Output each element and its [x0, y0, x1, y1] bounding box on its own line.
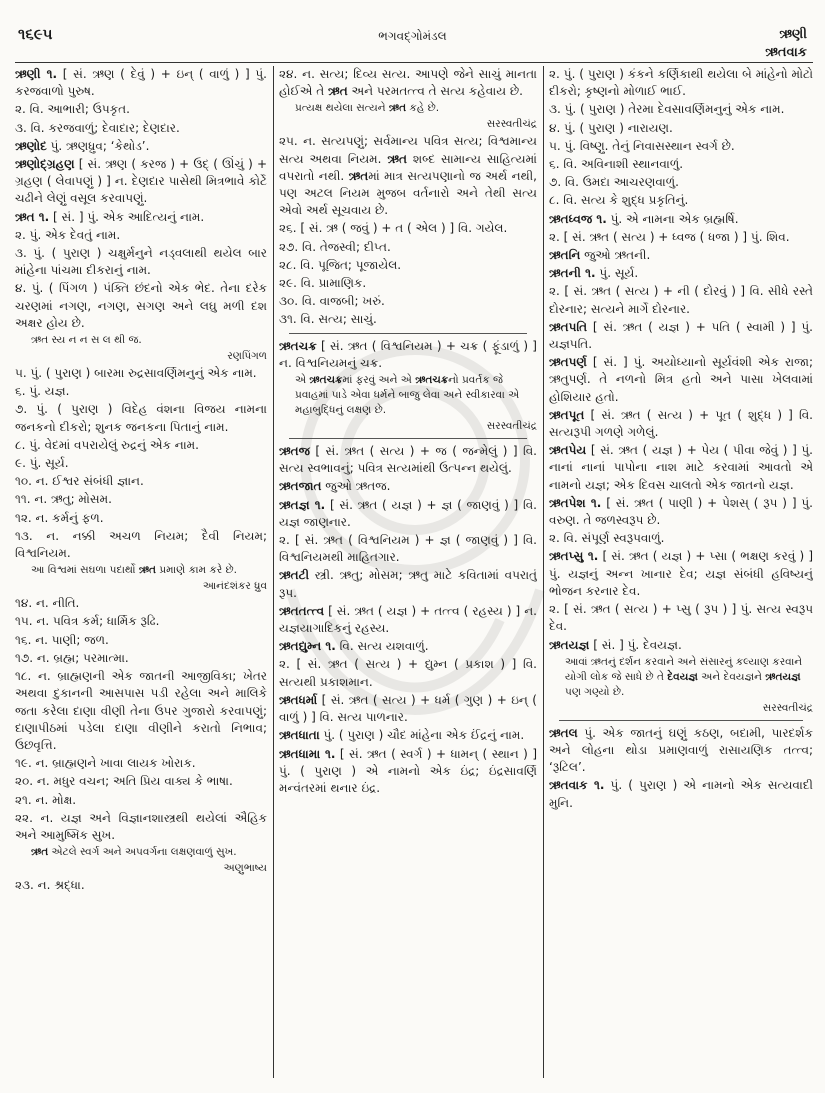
running-head-first: ઋણી	[779, 27, 807, 42]
dictionary-entry: ૨. [ સં. ઋત ( સત્ય ) + ની ( દોરવું ) ] વિ. સીધે રસ્તે દોરનાર; સત્યને માર્ગે દોરનાર.	[549, 284, 813, 316]
dictionary-entry: ૨૩. ન. શ્રદ્ધા.	[15, 878, 85, 893]
dictionary-entry: ૨૮. વિ. પૂજિત; પૂજાયેલ.	[279, 257, 402, 272]
dictionary-entry: ઋતપ્સુ ૧. [ સં. ઋત ( યજ્ઞ ) + પ્સા ( ભક્ષણ કરવું ) ] પું. યજ્ઞનું અન્ન ખાનાર દેવ; યજ્ઞ સંબંધી હવિષ્યનું ભોજન કરનાર દેવ.	[549, 549, 813, 598]
dictionary-entry: ૬. પું. યજ્ઞ.	[15, 384, 70, 399]
dictionary-entry: ૫. પું. વિષ્ણુ. તેનું નિવાસસ્થાન સ્વર્ગ છે.	[549, 138, 735, 153]
dictionary-entry: ૮. વિ. સત્ય કે શુદ્ધ પ્રકૃતિનું.	[549, 193, 689, 208]
dictionary-entry: ૨૧. ન. મોક્ષ.	[15, 792, 77, 807]
dictionary-entry: ૩. પું. ( પુરાણ ) તેરમા દેવસાવર્ણિમનુનું એક નામ.	[549, 102, 785, 117]
dictionary-entry: ઋતચક્ર [ સં. ઋત ( વિશ્વનિયમ ) + ચક્ર ( ફૂંડાળું ) ] ન. વિશ્વનિયમનું ચક્ર.	[279, 338, 537, 370]
quotation: પ્રત્યક્ષ થયેલા સત્યને ઋત કહે છે.	[295, 102, 440, 115]
column-2	[279, 66, 537, 1078]
dictionary-entry: ૭. વિ. ઉમદા આચરણવાળું.	[549, 175, 679, 190]
dictionary-entry: ૪. પું. ( પિંગળ ) પંક્તિ છંદનો એક ભેદ. તેના દરેક ચરણમાં નગણ, નગણ, સગણ અને લઘુ મળી દશ અક્ષર હોય છે.	[15, 281, 267, 330]
quotation-source: આનંદશંકર ધ્રુવ	[202, 580, 267, 593]
dictionary-entry: ૭. પું. ( પુરાણ ) વિદેહ વંશના વિજય નામના જનકનો દીકરો; શુનક જનકના પિતાનું નામ.	[15, 402, 267, 434]
dictionary-entry: ઋતજ [ સં. ઋત ( સત્ય ) + જ ( જન્મેલું ) ] વિ. સત્ય સ્વભાવનું; પવિત્ર સત્યમાંથી ઉત્પન્ન થયેલું.	[279, 444, 537, 476]
dictionary-entry: ૨૨. ન. યજ્ઞ અને વિજ્ઞાનશાસ્ત્રથી થયેલાં ઐહિક અને આમુષ્મિક સુખ.	[15, 810, 267, 842]
dictionary-entry: ૧૬. ન. પાણી; જળ.	[15, 632, 109, 647]
page-number: ૧૬૯૫	[18, 25, 53, 43]
dictionary-entry: ૧૪. ન. નીતિ.	[15, 596, 80, 611]
dictionary-entry: ૨૦. ન. મધુર વચન; અતિ પ્રિય વાક્ય કે ભાષા.	[15, 774, 233, 789]
dictionary-entry: ૧૩. ન. નક્કી અચળ નિયમ; દૈવી નિયમ; વિશ્વનિયમ.	[15, 528, 267, 561]
entry-divider	[559, 720, 803, 721]
quotation-source: અણુભાષ્ય	[223, 862, 267, 875]
dictionary-entry: ઋતનિ જુઓ ઋતની.	[549, 248, 651, 263]
dictionary-entry: ૩. પું. ( પુરાણ ) ચક્ષુર્મનુને નડ્વલાથી થયેલ બાર માંહેના પાંચમા દીકરાનું નામ.	[15, 246, 267, 278]
dictionary-entry: ઋતપેય [ સં. ઋત ( યજ્ઞ ) + પેય ( પીવા જેવું ) ] પું. નાનાં નાનાં પાપોના નાશ માટે કરવામાં આવતો એ નામનો યજ્ઞ; એક દિવસ ચાલતો એક જાતનો યજ્ઞ.	[549, 443, 813, 492]
dictionary-entry: ઋતની ૧. પું. સૂર્ય.	[549, 266, 639, 281]
dictionary-entry: ઋતધર્મા [ સં. ઋત ( સત્ય ) + ધર્મ ( ગુણ ) + ઇન્ ( વાળું ) ] વિ. સત્ય પાળનાર.	[279, 692, 537, 725]
dictionary-entry: ૧૫. ન. પવિત્ર કર્મ; ધાર્મિક રૂઢિ.	[15, 614, 160, 629]
dictionary-entry: ૪. પું. ( પુરાણ ) નારાયણ.	[549, 120, 673, 135]
dictionary-entry: ૬. વિ. અવિનાશી સ્થાનવાળું.	[549, 157, 684, 172]
quotation: ઋત એટલે સ્વર્ગ અને અપવર્ગના લક્ષણવાળું સુખ.	[31, 846, 237, 859]
dictionary-entry: ૨૪. ન. સત્ય; દિવ્ય સત્ય. આપણે જેને સાચું માનતા હોઈએ તે ઋત અને પરમતત્ત્વ તે સત્ય કહેવાય છે.	[279, 67, 537, 99]
quotation: આવાં ઋતનું દર્શન કરવાને અને સંસારનું કલ્યાણ કરવાને યોગી લોક જે સાધે છે તે દેવયજ્ઞ અને દેવયજ્ઞને ઋતયજ્ઞ પણ ગણ્યો છે.	[565, 655, 803, 698]
dictionary-entry: ઋતપૂત [ સં. ઋત ( સત્ય ) + પૂત ( શુદ્ધ ) ] વિ. સત્યરૂપી ગળણે ગળેલું.	[549, 407, 813, 440]
dictionary-entry: ઋતધ્વજ ૧. પું. એ નામના એક બ્રહ્મર્ષિ.	[549, 211, 739, 226]
page-title: ભગવદ્ગોમંડલ	[378, 29, 447, 43]
dictionary-entry: ઋતદ્યુમ્ન ૧. વિ. સત્ય યશવાળું.	[279, 639, 429, 654]
column-3	[549, 66, 813, 1078]
entry-divider	[289, 333, 527, 334]
dictionary-entry: ઋતવાક ૧. પું. ( પુરાણ ) એ નામનો એક સત્યવાદી મુનિ.	[549, 778, 813, 810]
entry-divider	[289, 438, 527, 439]
dictionary-entry: ૧૨. ન. કર્મનું ફળ.	[15, 510, 104, 525]
dictionary-entry: ઋણી ૧. [ સં. ઋણ ( દેવું ) + ઇન્ ( વાળું ) ] પું. કરજવાળો પુરુષ.	[15, 67, 267, 99]
running-heads	[765, 26, 807, 62]
dictionary-entry: ઋતતત્ત્વ [ સં. ઋત ( યજ્ઞ ) + તત્ત્વ ( રહસ્ય ) ] ન. યજ્ઞયાગાદિકનું રહસ્ય.	[279, 603, 537, 636]
dictionary-entry: ૨. [ સં. ઋત ( વિશ્વનિયમ ) + જ્ઞ ( જાણવું ) ] વિ. વિશ્વનિયમથી માહિતગાર.	[279, 533, 537, 565]
dictionary-entry: ૨. વિ. આભારી; ઉપકૃત.	[15, 102, 130, 117]
page-header	[18, 25, 807, 60]
dictionary-entry: ઋતપતિ [ સં. ઋત ( યજ્ઞ ) + પતિ ( સ્વામી ) ] પું. યજ્ઞપતિ.	[549, 319, 813, 352]
dictionary-entry: ઋતધાતા પું. ( પુરાણ ) ચૌદ માંહેના એક ઈંદ્રનું નામ.	[279, 728, 525, 743]
dictionary-entry: ઋણોદ્ગ્રહણ [ સં. ઋણ ( કરજ ) + ઉદ્ ( ઊંચું ) + ગ્રહણ ( લેવાપણું ) ] ન. દેણદાર પાસેથી મિત્રભાવે કોર્ટે ચઢીને લેણું વસૂલ કરવાપણું.	[15, 157, 267, 206]
dictionary-entry: ઋતટી સ્ત્રી. ઋતુ; મોસમ; ઋતુ માટે કવિતામાં વપરાતું રૂપ.	[279, 568, 537, 600]
dictionary-entry: ૨. [ સં. ઋત ( સત્ય ) + ધ્વજ ( ધજા ) ] પું. શિવ.	[549, 229, 790, 244]
dictionary-entry: ઋતપેશ ૧. [ સં. ઋત ( પાણી ) + પેશસ્ ( રૂપ ) ] પું. વરુણ. તે જળસ્વરૂપ છે.	[549, 495, 813, 528]
dictionary-entry: ૨૫. ન. સત્યપણું; સર્વમાન્ય પવિત્ર સત્ય; વિશ્વમાન્ય સત્ય અથવા નિયમ. ઋત શબ્દ સામાન્ય સાહિત્યમાં વપરાતો નથી. ઋતમાં માત્ર સત્યપણાનો જ અર્થ નથી, પણ અટલ નિયમ મુજબ વર્તનારો અને તેથી સત્ય એવો અર્થ સૂચવાય છે.	[279, 134, 537, 218]
dictionary-entry: ૧૮. ન. બ્રાહ્મણની એક જાતની આજીવિકા; ખેતર અથવા દુકાનની આસપાસ પડી રહેલા અને માલિકે જતા કરેલા દાણા વીણી તેના ઉપર ગુજારો કરવાપણું; દાણાપીઠમાં પડેલા દાણા વીણીને કરાતો નિભાવ; ઉછવૃત્તિ.	[15, 669, 267, 752]
dictionary-entry: ૨. વિ. સંપૂર્ણ સ્વરૂપવાળું.	[549, 531, 665, 546]
dictionary-entry: ૨૯. વિ. પ્રામાણિક.	[279, 276, 367, 291]
quotation-source: સરસ્વતીચંદ્ર	[486, 118, 537, 131]
dictionary-entry: ૩૦. વિ. વાજબી; ખરું.	[279, 294, 385, 309]
quotation-source: રણપિંગળ	[227, 350, 267, 363]
quotation: આ વિશ્વમાં સઘળા પદાર્થો ઋત પ્રમાણે કામ કરે છે.	[31, 564, 237, 577]
dictionary-entry: ૩. વિ. કરજવાળું; દેવાદાર; દેણદાર.	[15, 120, 180, 135]
dictionary-entry: ૧૯. ન. બ્રાહ્મણને ખાવા લાયક ખોરાક.	[15, 756, 196, 771]
quotation-source: સરસ્વતીચંદ્ર	[762, 701, 813, 714]
dictionary-entry: ૮. પું. વેદમાં વપરાયેલું રુદ્રનું એક નામ.	[15, 437, 199, 452]
header-rule	[15, 62, 813, 63]
dictionary-entry: ૨. [ સં. ઋત ( સત્ય ) + પ્સુ ( રૂપ ) ] પું. સત્ય સ્વરૂપ દેવ.	[549, 602, 813, 634]
quotation: એ ઋતચક્રમાં ફરવું અને એ ઋતચક્રનો પ્રવર્તક જે પ્રવાહમાં પાડે એવા ધર્મને બાજુ લેવા અને સ્વીકારવા એ મહાબુદ્ધિનું લક્ષણ છે.	[295, 374, 520, 417]
dictionary-entry: ઋતયજ્ઞ [ સં. ] પું. દેવયજ્ઞ.	[549, 637, 682, 652]
dictionary-entry: ઋતલ પું. એક જાતનું ઘણું કઠણ, બદામી, પારદર્શક અને લોહના થોડા પ્રમાણવાળું રાસાયણિક તત્ત્વ; ‘રૂટિલ’.	[549, 725, 813, 775]
dictionary-entry: ૧૦. ન. ઈશ્વર સંબંધી જ્ઞાન.	[15, 474, 144, 489]
dictionary-entry: ૧૭. ન. બ્રહ્મ; પરમાત્મા.	[15, 650, 129, 665]
quotation-source: સરસ્વતીચંદ્ર	[486, 420, 537, 433]
dictionary-entry: ઋતજ્ઞ ૧. [ સં. ઋત ( યજ્ઞ ) + જ્ઞ ( જાણવું ) ] વિ. યજ્ઞ જાણનાર.	[279, 497, 537, 529]
column-1	[15, 66, 267, 1078]
quotation: ઋત સ્ય ન ન સ લ થી જ.	[31, 334, 142, 347]
dictionary-entry: ૨. [ સં. ઋત ( સત્ય ) + દ્યુમ્ન ( પ્રકાશ ) ] વિ. સત્યથી પ્રકાશમાન.	[279, 657, 537, 689]
dictionary-entry: ૨૭. વિ. તેજસ્વી; દીપ્ત.	[279, 239, 391, 254]
dictionary-entry: ૧૧. ન. ઋતુ; મોસમ.	[15, 492, 112, 507]
dictionary-entry: ઋતપર્ણ [ સં. ] પું. અયોધ્યાનો સૂર્યવંશી એક રાજા; ઋતુપર્ણ. તે નળનો મિત્ર હતો અને પાસા ખેલવામાં હોશિયાર હતો.	[549, 355, 813, 404]
dictionary-entry: ૨૬. [ સં. ઋ ( જવું ) + ત ( એલ ) ] વિ. ગયેલ.	[279, 221, 508, 236]
running-head-last: ઋતવાક	[765, 45, 807, 60]
column-rule	[273, 66, 274, 1078]
dictionary-columns	[15, 66, 813, 1078]
dictionary-entry: ઋત ૧. [ સં. ] પું. એક આદિત્યનું નામ.	[15, 209, 205, 224]
dictionary-entry: ૩૧. વિ. સત્ય; સાચું.	[279, 312, 377, 327]
dictionary-entry: ૨. પું. એક દેવતું નામ.	[15, 227, 121, 242]
dictionary-entry: ૨. પું. ( પુરાણ ) કંકને કર્ણિકાથી થયેલા બે માંહેનો મોટો દીકરો; કૃષ્ણનો મોળાઈ ભાઈ.	[549, 67, 813, 99]
column-rule	[543, 66, 544, 1078]
dictionary-entry: ૯. પું. સૂર્ય.	[15, 456, 69, 471]
dictionary-entry: ૫. પું. ( પુરાણ ) બારમા રુદ્રસાવર્ણિમનુનું એક નામ.	[15, 366, 257, 381]
dictionary-entry: ઋતધામા ૧. [ સં. ઋત ( સ્વર્ગ ) + ધામન્ ( સ્થાન ) ] પું. ( પુરાણ ) એ નામનો એક ઇંદ્ર; ઇંદ્રસાવર્ણિ મન્વંતરમાં થનાર ઇંદ્ર.	[279, 746, 537, 795]
dictionary-entry: ઋણોદ પું. ઋણધ્રુવ; ‘કેથોડ’.	[15, 138, 150, 153]
dictionary-entry: ઋતજાત જુઓ ઋતજ.	[279, 479, 391, 494]
